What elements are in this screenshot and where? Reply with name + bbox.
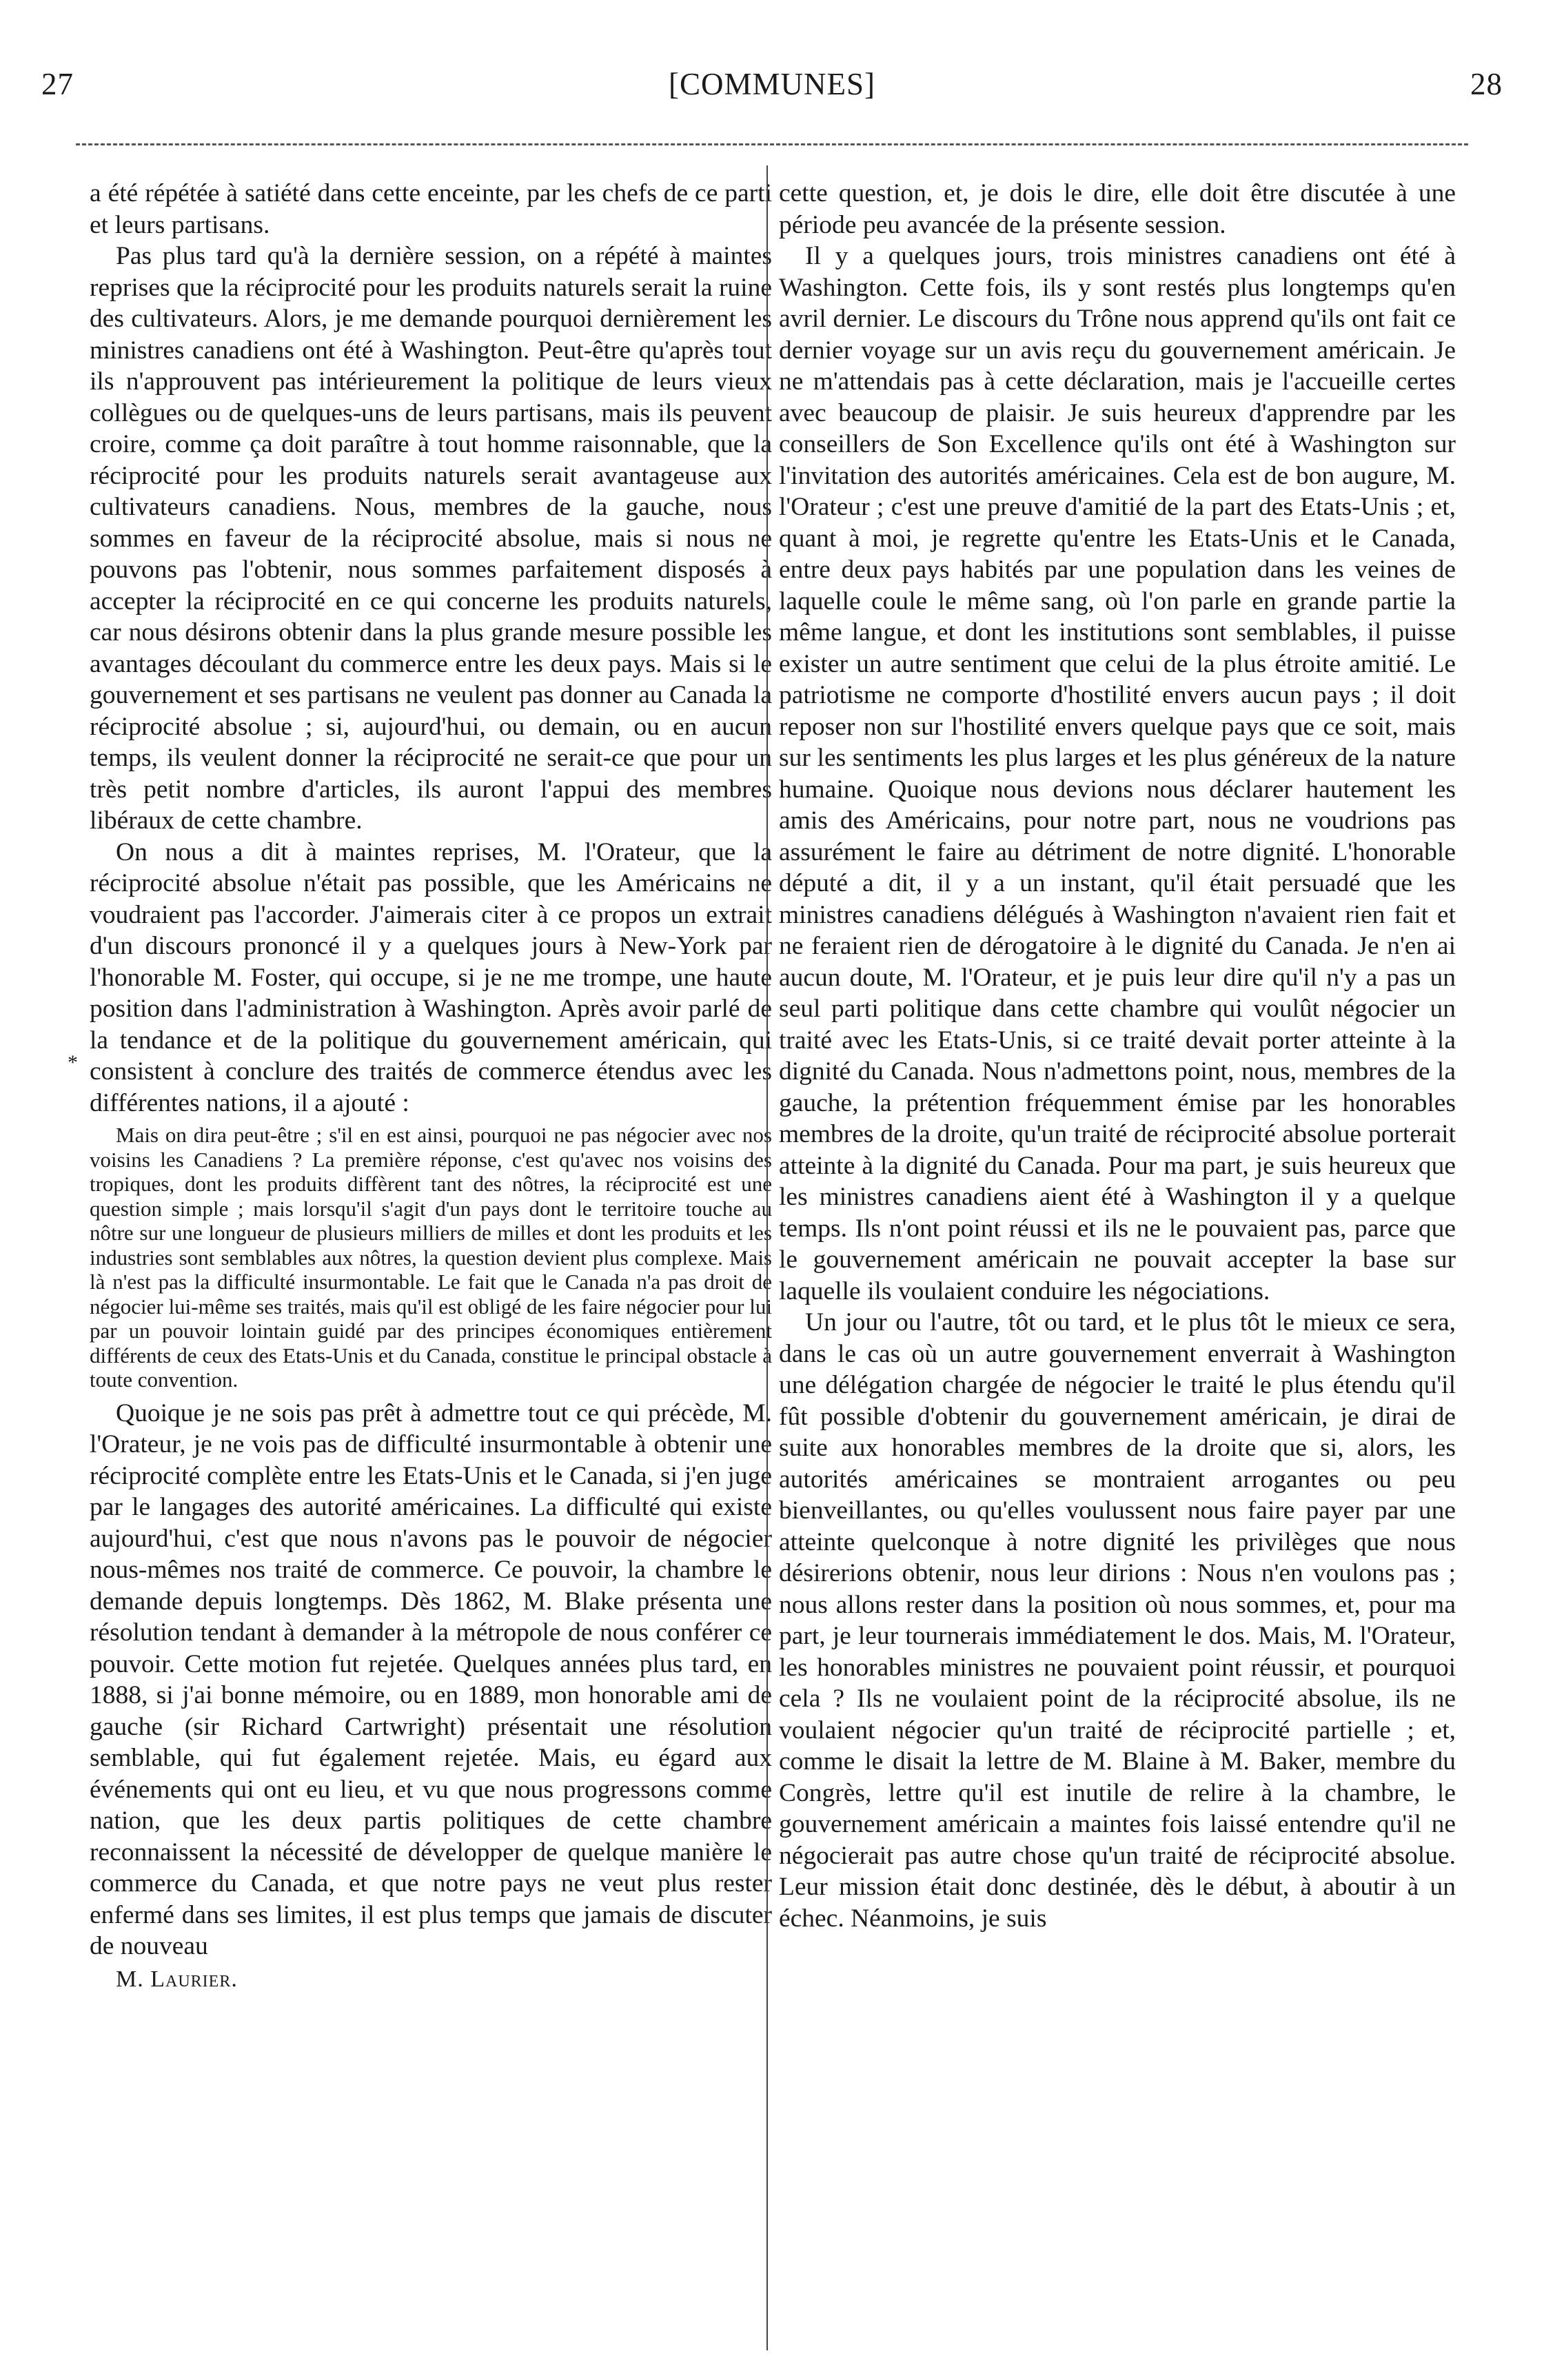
column-divider: [766, 165, 768, 2350]
quote-text: Mais on dira peut-être ; s'il en est ainsi, pourquoi ne pas négocier avec nos voisins les Canadiens ? La première réponse, c'est qu'avec nos voisins des tropiques, dont les produits diffèrent tant des nôtres, la réciprocité est une question simple ; mais lorsqu'il s'agit d'un pays dont le territoire touche au nôtre sur une longueur de plusieurs milliers de milles et dont les produits et les industries sont semblables aux nôtres, la question devient plus complexe. Mais là n'est pas la difficulté insurmontable. Le fait que le Canada n'a pas droit de négocier lui-même ses traités, mais qu'il est obligé de les faire négocier pour lui par un pouvoir lointain guidé par des principes économiques entièrement différents de ceux des Etats-Unis et du Canada, constitue le principal obstacle à toute convention.: [90, 1123, 772, 1392]
right-paragraph-1: cette question, et, je dois le dire, elle doit être discutée à une période peu avancée de la présente session.: [779, 179, 1456, 239]
header-rule: [76, 143, 1468, 145]
left-paragraph-3: On nous a dit à maintes reprises, M. l'Orateur, que la réciprocité absolue n'était pas possible, que les Américains ne voudraient pas l'accorder. J'aimerais citer à ce propos un extrait d'un discours prononcé il y a quelques jours à New-York par l'honorable M. Foster, qui occupe, si je ne me trompe, une haute position dans l'administration à Washington. Après avoir parlé de la tendance et de la politique du gouvernement américain, qui consistent à conclure des traités de commerce étendus avec les différentes nations, il a ajouté :: [90, 837, 772, 1117]
left-paragraph-2: Pas plus tard qu'à la dernière session, on a répété à maintes reprises que la réciprocité pour les produits naturels serait la ruine des cultivateurs. Alors, je me demande pourquoi dernièrement les ministres canadiens ont été à Washington. Peut-être qu'après tout ils n'approuvent pas intérieurement la politique de leurs vieux collègues ou de quelques-uns de leurs partisans, mais ils peuvent croire, comme ça doit paraître à tout homme raisonnable, que la réciprocité pour les produits naturels serait avantageuse aux cultivateurs canadiens. Nous, membres de la gauche, nous sommes en faveur de la réciprocité absolue, mais si nous ne pouvons pas l'obtenir, nous sommes parfaitement disposés à accepter la réciprocité en ce qui concerne les produits naturels, car nous désirons obtenir dans la plus grande mesure possible les avantages découlant du commerce entre les deux pays. Mais si le gouvernement et ses partisans ne veulent pas donner au Canada la réciprocité absolue ; si, aujourd'hui, ou demain, ou en aucun temps, ils veulent donner la réciprocité ne serait-ce que pour un très petit nombre d'articles, ils auront l'appui des membres libéraux de cette chambre.: [90, 242, 772, 835]
right-column: [779, 178, 1456, 1934]
page-number-right: 28: [1470, 67, 1503, 101]
left-paragraph-4: Quoique je ne sois pas prêt à admettre tout ce qui précède, M. l'Orateur, je ne vois pas de difficulté insurmontable à obtenir une réciprocité complète entre les Etats-Unis et le Canada, si j'en juge par le langages des autorité américaines. La difficulté qui existe aujourd'hui, c'est que nous n'avons pas le pouvoir de négocier nous-mêmes nos traité de commerce. Ce pouvoir, la chambre le demande depuis longtemps. Dès 1862, M. Blake présenta une résolution tendant à demander à la métropole de nous conférer ce pouvoir. Cette motion fut rejetée. Quelques années plus tard, en 1888, si j'ai bonne mémoire, ou en 1889, mon honorable ami de gauche (sir Richard Cartwright) présentait une résolution semblable, qui fut également rejetée. Mais, eu égard aux événements qui ont eu lieu, et vu que nous progressons comme nation, que les deux partis politiques de cette chambre reconnaissent la nécessité de développer de quelque manière le commerce du Canada, et que notre pays ne veut plus rester enfermé dans ses limites, il est plus temps que jamais de discuter de nouveau: [90, 1398, 772, 1960]
right-paragraph-3: Un jour ou l'autre, tôt ou tard, et le plus tôt le mieux ce sera, dans le cas où un autre gouvernement enverrait à Washington une délégation chargée de négocier le traité le plus étendu qu'il fût possible d'obtenir du gouvernement américain, je dirai de suite aux honorables membres de la droite que si, alors, les autorités américaines se montraient arrogantes ou peu bienveillantes, ou qu'elles voulussent nous faire payer par une atteinte quelconque à notre dignité les privilèges que nous désirerions obtenir, nous leur dirions : Nous n'en voulons pas ; nous allons rester dans la position où nous sommes, et, pour ma part, je leur tournerais immédiatement le dos. Mais, M. l'Orateur, les honorables ministres ne pouvaient point réussir, et pourquoi cela ? Ils ne voulaient point de la réciprocité absolue, ils ne voulaient négocier qu'un traité de réciprocité partielle ; et, comme le disait la lettre de M. Blaine à M. Baker, membre du Congrès, lettre qu'il est inutile de relire à la chambre, le gouvernement américain a maintes fois laissé entendre qu'il ne négocierait pas autre chose qu'un traité de réciprocité absolue. Leur mission était donc destinée, dès le début, à aboutir à un échec. Néanmoins, je suis: [779, 1308, 1456, 1933]
left-column: [90, 178, 772, 1995]
margin-asterisk: *: [68, 1051, 78, 1074]
right-paragraph-2: Il y a quelques jours, trois ministres canadiens ont été à Washington. Cette fois, ils y sont restés plus longtemps qu'en avril dernier. Le discours du Trône nous apprend qu'ils ont fait ce dernier voyage sur un avis reçu du gouvernement américain. Je ne m'attendais pas à cette déclaration, mais je l'accueille certes avec beaucoup de plaisir. Je suis heureux d'apprendre par les conseillers de Son Excellence qu'ils ont été à Washington sur l'invitation des autorités américaines. Cela est de bon augure, M. l'Orateur ; c'est une preuve d'amitié de la part des Etats-Unis ; et, quant à moi, je regrette qu'entre les Etats-Unis et le Canada, entre deux pays habités par une population dans les veines de laquelle coule le même sang, où l'on parle en grande partie la même langue, et dont les institutions sont semblables, il puisse exister un autre sentiment que celui de la plus étroite amitié. Le patriotisme ne comporte d'hostilité envers aucun pays ; il doit reposer non sur l'hostilité envers quelque pays que ce soit, mais sur les sentiments les plus larges et les plus généreux de la nature humaine. Quoique nous devions nous déclarer hautement les amis des Américains, pour notre part, nous ne voudrions pas assurément le faire au détriment de notre dignité. L'honorable député a dit, il y a un instant, qu'il était persuadé que les ministres canadiens délégués à Washington n'avaient rien fait et ne feraient rien de dérogatoire à le dignité du Canada. Je n'en ai aucun doute, M. l'Orateur, et je puis leur dire qu'il n'y a pas un seul parti politique dans cette chambre qui voulût négocier un traité avec les Etats-Unis, si ce traité devait porter atteinte à la dignité du Canada. Nous n'admettons point, nous, membres de la gauche, la prétention fréquemment émise par les honorables membres de la droite, qu'un traité de réciprocité absolue porterait atteinte à la dignité du Canada. Pour ma part, je suis heureux que les ministres canadiens aient été à Washington il y a quelque temps. Ils n'ont point réussi et ils ne le pouvaient pas, parce que le gouvernement américain ne pouvait accepter la base sur laquelle ils voulaient conduire les négociations.: [779, 242, 1456, 1305]
left-paragraph-1: a été répétée à satiété dans cette enceinte, par les chefs de ce parti et leurs partisans.: [90, 179, 772, 239]
page-number-left: 27: [41, 67, 74, 101]
quoted-extract: [90, 1123, 772, 1392]
page-header: [41, 66, 1503, 121]
speaker-signature: M. Laurier.: [116, 1966, 238, 1992]
running-title: [COMMUNES]: [668, 67, 876, 101]
